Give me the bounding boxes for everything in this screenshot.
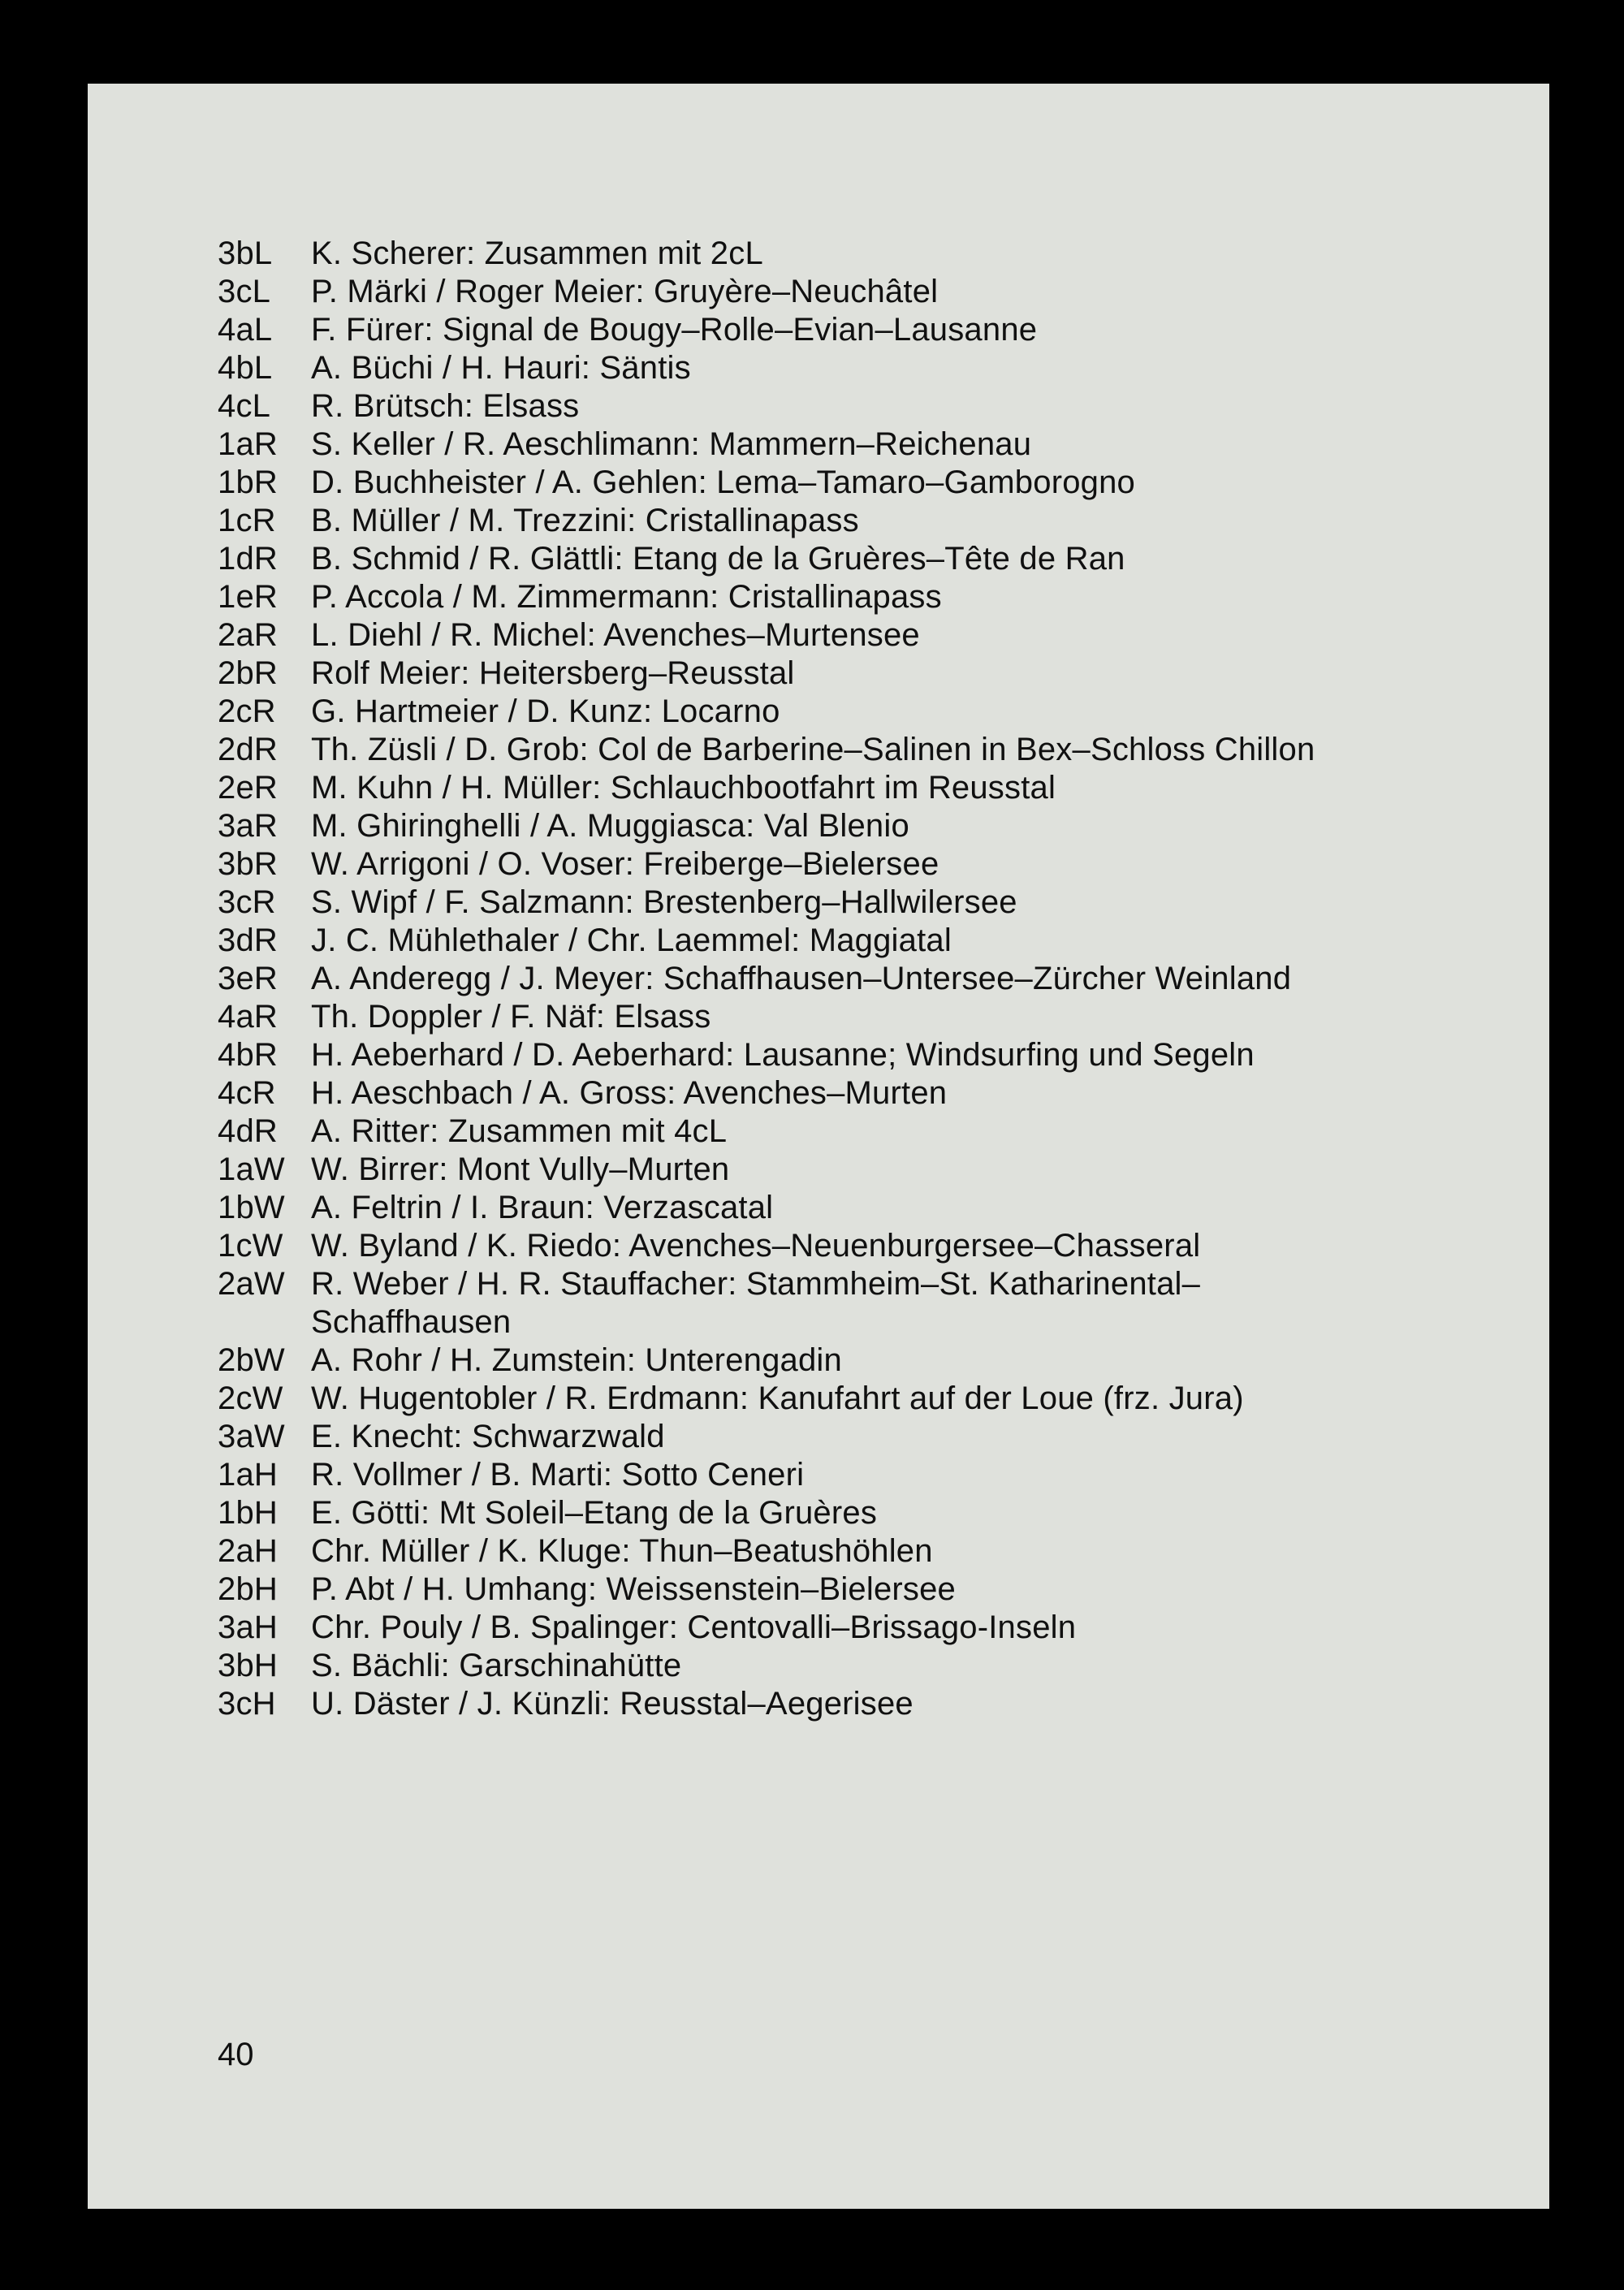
list-item bbox=[218, 387, 1484, 426]
list-item bbox=[218, 311, 1484, 349]
list-item bbox=[218, 578, 1484, 616]
entry-code: 3bR bbox=[218, 846, 278, 882]
entry-text: L. Diehl / R. Michel: Avenches–Murtensee bbox=[311, 617, 920, 653]
list-item bbox=[218, 807, 1484, 845]
entry-code: 2aR bbox=[218, 617, 278, 653]
entry-code: 3bL bbox=[218, 235, 273, 271]
list-item bbox=[218, 1494, 1484, 1532]
entry-text: B. Schmid / R. Glättli: Etang de la Gruères–Tête de Ran bbox=[311, 541, 1125, 577]
entry-code: 3cR bbox=[218, 884, 276, 920]
list-item bbox=[218, 1036, 1484, 1074]
entry-code: 2eR bbox=[218, 770, 278, 806]
list-item bbox=[218, 1685, 1484, 1723]
list-item bbox=[218, 464, 1484, 502]
list-item bbox=[218, 235, 1484, 273]
entry-code: 4aR bbox=[218, 999, 278, 1035]
list-item bbox=[218, 1456, 1484, 1494]
entry-code: 1aH bbox=[218, 1457, 278, 1493]
entry-text: G. Hartmeier / D. Kunz: Locarno bbox=[311, 693, 780, 729]
entry-text: Rolf Meier: Heitersberg–Reusstal bbox=[311, 655, 795, 691]
entry-text: W. Arrigoni / O. Voser: Freiberge–Bielersee bbox=[311, 846, 939, 882]
entry-code: 2cW bbox=[218, 1380, 283, 1416]
entry-code: 2bH bbox=[218, 1571, 278, 1607]
entry-text: A. Feltrin / I. Braun: Verzascatal bbox=[311, 1190, 774, 1225]
entry-text: M. Kuhn / H. Müller: Schlauchbootfahrt im Reusstal bbox=[311, 770, 1056, 806]
list-item bbox=[218, 1342, 1484, 1380]
entry-code: 1eR bbox=[218, 579, 278, 615]
list-item bbox=[218, 693, 1484, 731]
entry-text: R. Weber / H. R. Stauffacher: Stammheim–St. Katharinental–Schaffhausen bbox=[311, 1266, 1201, 1340]
entry-text: A. Rohr / H. Zumstein: Unterengadin bbox=[311, 1342, 842, 1378]
list-item bbox=[218, 998, 1484, 1036]
list-item bbox=[218, 1380, 1484, 1418]
entry-code: 3cH bbox=[218, 1686, 276, 1722]
list-item bbox=[218, 1227, 1484, 1265]
list-item bbox=[218, 1151, 1484, 1189]
entry-text: S. Keller / R. Aeschlimann: Mammern–Reichenau bbox=[311, 426, 1032, 462]
entry-text: A. Anderegg / J. Meyer: Schaffhausen–Untersee–Zürcher Weinland bbox=[311, 961, 1292, 996]
entry-code: 2bW bbox=[218, 1342, 285, 1378]
list-item bbox=[218, 540, 1484, 578]
list-item bbox=[218, 769, 1484, 807]
entry-code: 2cR bbox=[218, 693, 276, 729]
entry-code: 3aH bbox=[218, 1609, 278, 1645]
entry-code: 4cR bbox=[218, 1075, 276, 1111]
entry-code: 3cL bbox=[218, 274, 271, 309]
list-item bbox=[218, 273, 1484, 311]
entry-text: W. Byland / K. Riedo: Avenches–Neuenburgersee–Chasseral bbox=[311, 1228, 1201, 1264]
entry-code: 3dR bbox=[218, 922, 278, 958]
entry-text: Chr. Pouly / B. Spalinger: Centovalli–Brissago-Inseln bbox=[311, 1609, 1077, 1645]
entry-text: E. Götti: Mt Soleil–Etang de la Gruères bbox=[311, 1495, 878, 1531]
entry-text: Chr. Müller / K. Kluge: Thun–Beatushöhlen bbox=[311, 1533, 933, 1569]
list-item bbox=[218, 1074, 1484, 1113]
list-item bbox=[218, 1609, 1484, 1647]
entry-code: 3aR bbox=[218, 808, 278, 844]
entry-text: H. Aeschbach / A. Gross: Avenches–Murten bbox=[311, 1075, 948, 1111]
page-number: 40 bbox=[218, 2037, 254, 2072]
entry-text: F. Fürer: Signal de Bougy–Rolle–Evian–Lausanne bbox=[311, 312, 1038, 348]
list-item bbox=[218, 731, 1484, 769]
entry-text: D. Buchheister / A. Gehlen: Lema–Tamaro–Gamborogno bbox=[311, 464, 1135, 500]
entry-code: 1bH bbox=[218, 1495, 278, 1531]
entry-code: 4dR bbox=[218, 1113, 278, 1149]
entry-text: W. Hugentobler / R. Erdmann: Kanufahrt auf der Loue (frz. Jura) bbox=[311, 1380, 1244, 1416]
entry-code: 1dR bbox=[218, 541, 278, 577]
entry-code: 4aL bbox=[218, 312, 273, 348]
entry-text: M. Ghiringhelli / A. Muggiasca: Val Blenio bbox=[311, 808, 909, 844]
entry-text: S. Bächli: Garschinahütte bbox=[311, 1648, 682, 1683]
list-item bbox=[218, 1265, 1484, 1342]
entry-text: A. Büchi / H. Hauri: Säntis bbox=[311, 350, 691, 386]
list-item bbox=[218, 884, 1484, 922]
entry-code: 2dR bbox=[218, 732, 278, 767]
entry-code: 1cR bbox=[218, 503, 276, 538]
entry-text: W. Birrer: Mont Vully–Murten bbox=[311, 1151, 730, 1187]
entry-text: J. C. Mühlethaler / Chr. Laemmel: Maggiatal bbox=[311, 922, 952, 958]
list-item bbox=[218, 502, 1484, 540]
entry-code: 3eR bbox=[218, 961, 278, 996]
list-item bbox=[218, 655, 1484, 693]
entry-text: S. Wipf / F. Salzmann: Brestenberg–Hallwilersee bbox=[311, 884, 1017, 920]
entry-list bbox=[218, 235, 1484, 1723]
list-item bbox=[218, 1189, 1484, 1227]
entry-text: R. Brütsch: Elsass bbox=[311, 388, 580, 424]
list-item bbox=[218, 1418, 1484, 1456]
entry-text: P. Abt / H. Umhang: Weissenstein–Bielersee bbox=[311, 1571, 957, 1607]
list-item bbox=[218, 845, 1484, 884]
list-item bbox=[218, 1113, 1484, 1151]
list-item bbox=[218, 349, 1484, 387]
entry-code: 1bR bbox=[218, 464, 278, 500]
list-item bbox=[218, 1647, 1484, 1685]
list-item bbox=[218, 426, 1484, 464]
entry-code: 4bL bbox=[218, 350, 273, 386]
list-item bbox=[218, 1571, 1484, 1609]
entry-code: 1aR bbox=[218, 426, 278, 462]
entry-text: Th. Doppler / F. Näf: Elsass bbox=[311, 999, 711, 1035]
entry-text: K. Scherer: Zusammen mit 2cL bbox=[311, 235, 763, 271]
list-item bbox=[218, 922, 1484, 960]
list-item bbox=[218, 960, 1484, 998]
entry-text: U. Däster / J. Künzli: Reusstal–Aegerisee bbox=[311, 1686, 914, 1722]
entry-text: H. Aeberhard / D. Aeberhard: Lausanne; Windsurfing und Segeln bbox=[311, 1037, 1255, 1073]
entry-text: E. Knecht: Schwarzwald bbox=[311, 1419, 665, 1454]
entry-text: R. Vollmer / B. Marti: Sotto Ceneri bbox=[311, 1457, 805, 1493]
entry-text: P. Märki / Roger Meier: Gruyère–Neuchâtel bbox=[311, 274, 939, 309]
entry-code: 2aH bbox=[218, 1533, 278, 1569]
entry-text: A. Ritter: Zusammen mit 4cL bbox=[311, 1113, 728, 1149]
entry-code: 2bR bbox=[218, 655, 278, 691]
entry-code: 2aW bbox=[218, 1266, 285, 1302]
entry-text: B. Müller / M. Trezzini: Cristallinapass bbox=[311, 503, 859, 538]
entry-code: 1cW bbox=[218, 1228, 283, 1264]
entry-text: Th. Züsli / D. Grob: Col de Barberine–Salinen in Bex–Schloss Chillon bbox=[311, 732, 1315, 767]
entry-code: 3aW bbox=[218, 1419, 285, 1454]
entry-code: 1aW bbox=[218, 1151, 285, 1187]
entry-code: 1bW bbox=[218, 1190, 285, 1225]
entry-code: 3bH bbox=[218, 1648, 278, 1683]
entry-code: 4bR bbox=[218, 1037, 278, 1073]
entry-text: P. Accola / M. Zimmermann: Cristallinapass bbox=[311, 579, 942, 615]
list-item bbox=[218, 616, 1484, 655]
entry-code: 4cL bbox=[218, 388, 271, 424]
document-page bbox=[88, 84, 1549, 2209]
list-item bbox=[218, 1532, 1484, 1571]
